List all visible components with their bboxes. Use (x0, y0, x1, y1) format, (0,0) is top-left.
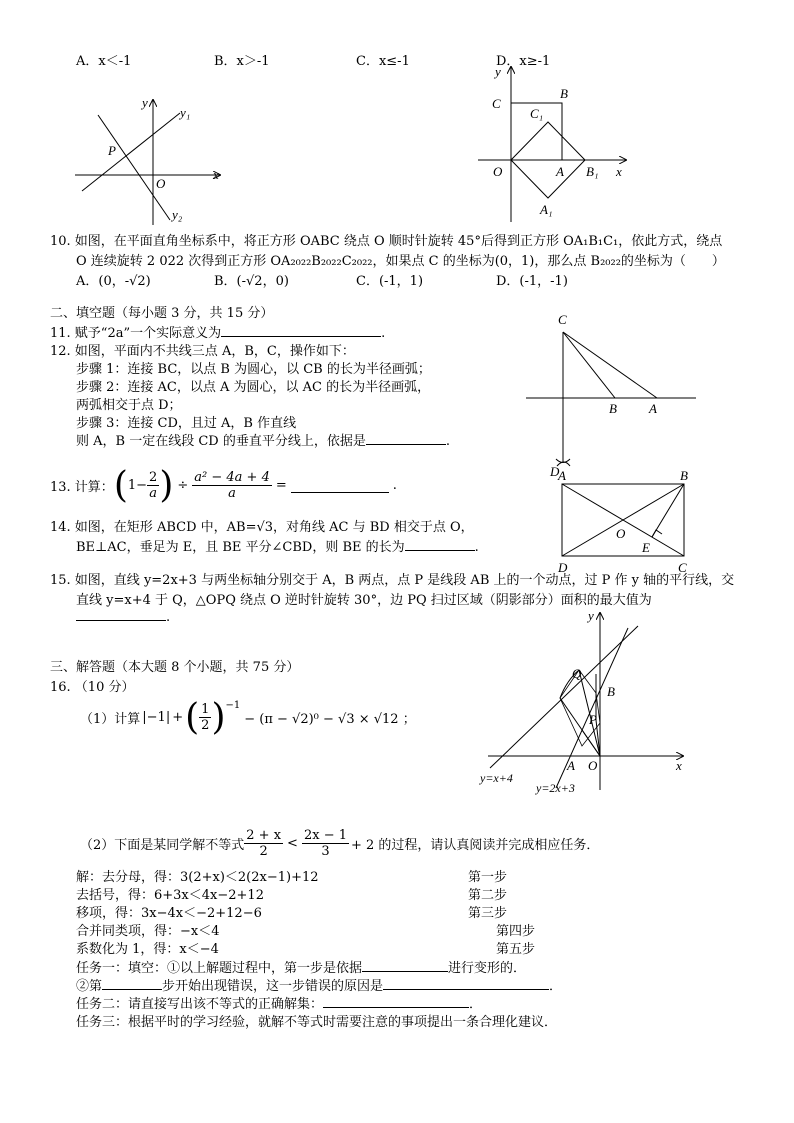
task1-d: 步开始出现错误，这一步错误的原因是 (162, 979, 384, 994)
step-1-tag: 第一步 (468, 870, 508, 885)
q9-option-a: A．x＜-1 (76, 54, 132, 69)
label-a: A (649, 401, 657, 416)
task1-blank-3[interactable] (383, 975, 549, 990)
right-paren: ) (159, 464, 174, 506)
label-line1: y=x+4 (480, 771, 513, 785)
q16-p2-frac2 (302, 828, 349, 859)
q14-answer-blank[interactable] (405, 536, 475, 551)
q10-option-d: D．(-1，-1) (496, 274, 568, 289)
q16-p2-lt: < (287, 835, 298, 851)
label-b: B (607, 684, 615, 699)
task1-c: ②第 (76, 979, 103, 994)
section3-heading: 三、解答题（本大题 8 个小题，共 75 分） (50, 660, 300, 675)
section2-heading: 二、填空题（每小题 3 分，共 15 分） (50, 306, 274, 321)
q15-end: . (166, 610, 171, 625)
label-x: x (213, 167, 219, 182)
q16-p1-exp: −1 (225, 700, 241, 711)
frac-num: 2x − 1 (303, 827, 347, 843)
frac-den: a (228, 485, 236, 501)
left-paren: ( (113, 464, 128, 506)
label-line2: y=2x+3 (536, 781, 575, 795)
q14-line2 (76, 536, 479, 555)
segment-be (652, 484, 684, 537)
q13-answer-blank[interactable] (291, 478, 389, 493)
q12-step2: 步骤 2：连接 AC，以点 A 为圆心，以 AC 的长为半径画弧， (76, 380, 431, 395)
label-c1: C₁ (530, 106, 544, 121)
step-3: 移项，得：3x−4x＜−2+12−6 (76, 906, 262, 921)
left-paren: ( (185, 696, 200, 738)
q12-figure (520, 310, 710, 485)
step-3-tag: 第三步 (468, 906, 508, 921)
task2-end: ． (469, 997, 483, 1012)
task2-line (76, 993, 482, 1012)
right-angle-mark (652, 530, 662, 537)
label-c: C (558, 312, 567, 327)
label-x: x (616, 164, 622, 179)
segment-cb (563, 332, 615, 398)
q9-option-c: C．x≤-1 (356, 54, 410, 69)
label-p: P (589, 712, 597, 727)
label-b: B (560, 86, 568, 101)
line-y2 (98, 115, 170, 220)
q12-conclusion-text: 则 A，B 一定在线段 CD 的垂直平分线上，依据是 (76, 434, 366, 449)
label-x: x (676, 758, 682, 773)
q15-figure (478, 608, 698, 798)
right-paren: ) (211, 696, 226, 738)
task2-text: 任务二：请直接写出该不等式的正确解集： (76, 997, 324, 1012)
frac-num: a² − 4a + 4 (194, 469, 270, 485)
label-y: y (142, 95, 148, 110)
task2-blank[interactable] (323, 993, 469, 1008)
frac-num: 2 + x (246, 827, 282, 843)
step-5-tag: 第五步 (496, 942, 536, 957)
q16-p1-half (199, 702, 211, 733)
q16-p1-rest: − (π − √2)⁰ − √3 × √12 ； (244, 711, 416, 727)
label-q: Q (572, 666, 582, 681)
q16-p1-abs: |−1| (142, 709, 171, 725)
segment-ca (563, 332, 657, 398)
q14-end: . (474, 540, 479, 555)
q9-option-b: B．x＞-1 (214, 54, 270, 69)
label-o: O (156, 176, 166, 191)
q16-p2-post: + 2 的过程，请认真阅读并完成相应任务． (350, 837, 600, 853)
q14-line2-text: BE⊥AC，垂足为 E，且 BE 平分∠CBD，则 BE 的长为 (76, 540, 405, 555)
step-2-tag: 第二步 (468, 888, 508, 903)
q16-p2-pre: （2）下面是某同学解不等式 (80, 837, 245, 853)
label-o: O (493, 164, 503, 179)
label-e: E (642, 540, 650, 555)
label-d: D (550, 464, 560, 479)
q11: 11. 赋予“2a”一个实际意义为 . (50, 322, 385, 341)
q13-frac-2a (147, 470, 159, 501)
q9-figure (70, 95, 230, 230)
q12-end: . (445, 434, 450, 449)
q16-p1-plus: + (172, 709, 184, 725)
frac-num: 1 (201, 701, 210, 717)
label-p: P (108, 143, 116, 158)
q12-conclusion (76, 430, 450, 449)
q15-line2: 直线 y=x+4 于 Q，△OPQ 绕点 O 逆时针旋转 30°，边 PQ 扫过区域（阴影部分）面积的最大值为 (76, 593, 652, 608)
label-o: O (616, 526, 626, 541)
q10-option-a: A．(0，-√2) (76, 274, 151, 289)
q10-line1: 10. 如图，在平面直角坐标系中，将正方形 OABC 绕点 O 顺时针旋转 45°后得到正方形 OA₁B₁C₁，依此方式，绕点 (50, 234, 723, 249)
q10-figure (476, 62, 636, 224)
q13-one: 1− (127, 477, 148, 493)
q13 (50, 465, 397, 505)
label-b: B (609, 401, 617, 416)
q12-step1: 步骤 1：连接 BC，以点 B 为圆心，以 CB 的长为半径画弧； (76, 362, 431, 377)
label-a: A (567, 758, 575, 773)
q12-line1: 12. 如图，平面内不共线三点 A，B，C，操作如下： (50, 344, 355, 359)
q13-label: 13. 计算： (50, 479, 114, 495)
label-y: y (495, 64, 501, 79)
q13-end: . (392, 477, 397, 493)
task1-a: 任务一：填空：①以上解题过程中，第一步是依据 (76, 961, 363, 976)
task1-e: ． (549, 979, 563, 994)
label-y2: y₂ (172, 207, 183, 222)
q10-option-c: C．(-1，1) (356, 274, 424, 289)
q16-part2 (80, 820, 599, 866)
q12-answer-blank[interactable] (366, 430, 446, 445)
label-b1: B₁ (586, 164, 599, 179)
label-y1: y₁ (180, 105, 191, 120)
q15-line3 (76, 606, 170, 625)
label-a1: A₁ (540, 202, 553, 217)
label-d: D (558, 560, 568, 575)
frac-den: a (149, 485, 158, 501)
q12-step3: 步骤 3：连接 CD，且过 A，B 作直线 (76, 416, 297, 431)
q16-p1-label: （1）计算 (80, 711, 141, 727)
label-a: A (556, 164, 564, 179)
step-4-tag: 第四步 (496, 924, 536, 939)
task1-b: 进行变形的． (448, 961, 527, 976)
step-4: 合并同类项，得：−x＜4 (76, 924, 220, 939)
task1-blank-1[interactable] (362, 957, 448, 972)
q16-part1 (80, 694, 416, 740)
frac-den: 3 (321, 843, 330, 859)
label-a: A (558, 468, 566, 483)
q15-answer-blank[interactable] (76, 606, 166, 621)
q11-text: 11. 赋予“2a”一个实际意义为 (50, 326, 222, 341)
q10-option-b: B．(-√2，0) (214, 274, 289, 289)
line-y-x-4 (490, 626, 638, 768)
task1-line2 (76, 975, 562, 994)
task1-blank-2[interactable] (102, 975, 162, 990)
q9-option-d: D．x≥-1 (496, 54, 551, 69)
frac-num: 2 (149, 469, 158, 485)
step-1: 解：去分母，得：3(2+x)＜2(2x−1)+12 (76, 870, 319, 885)
label-o: O (588, 758, 598, 773)
q14-line1: 14. 如图，在矩形 ABCD 中，AB=√3，对角线 AC 与 BD 相交于点 O， (50, 520, 474, 535)
q16-heading: 16. （10 分） (50, 680, 135, 695)
q10-line2: O 连续旋转 2 022 次得到正方形 OA₂₀₂₂B₂₀₂₂C₂₀₂₂，如果点 C 的坐标为(0，1)，那么点 B₂₀₂₂的坐标为（ ） (76, 254, 725, 269)
q15-line1: 15. 如图，直线 y=2x+3 与两坐标轴分别交于 A，B 两点，点 P 是线段 AB 上的一个动点，过 P 作 y 轴的平行线，交 (50, 573, 735, 588)
label-b: B (680, 468, 688, 483)
label-y: y (588, 608, 594, 623)
label-c: C (492, 96, 501, 111)
frac-den: 2 (201, 717, 210, 733)
step-2: 去括号，得：6+3x＜4x−2+12 (76, 888, 264, 903)
q14-figure (548, 466, 708, 578)
frac-den: 2 (259, 843, 268, 859)
label-c: C (678, 560, 687, 575)
q11-answer-blank[interactable] (221, 322, 381, 337)
q13-div: ÷ (177, 477, 189, 493)
task3-line: 任务三：根据平时的学习经验，就解不等式时需要注意的事项提出一条合理化建议． (76, 1015, 558, 1030)
task1-line1 (76, 957, 526, 976)
q16-p2-frac1 (244, 828, 283, 859)
q12-step2-cont: 两弧相交于点 D； (76, 398, 182, 413)
step-5: 系数化为 1，得：x＜−4 (76, 942, 219, 957)
q13-frac-main (192, 470, 272, 501)
q13-eq: = (275, 477, 287, 493)
